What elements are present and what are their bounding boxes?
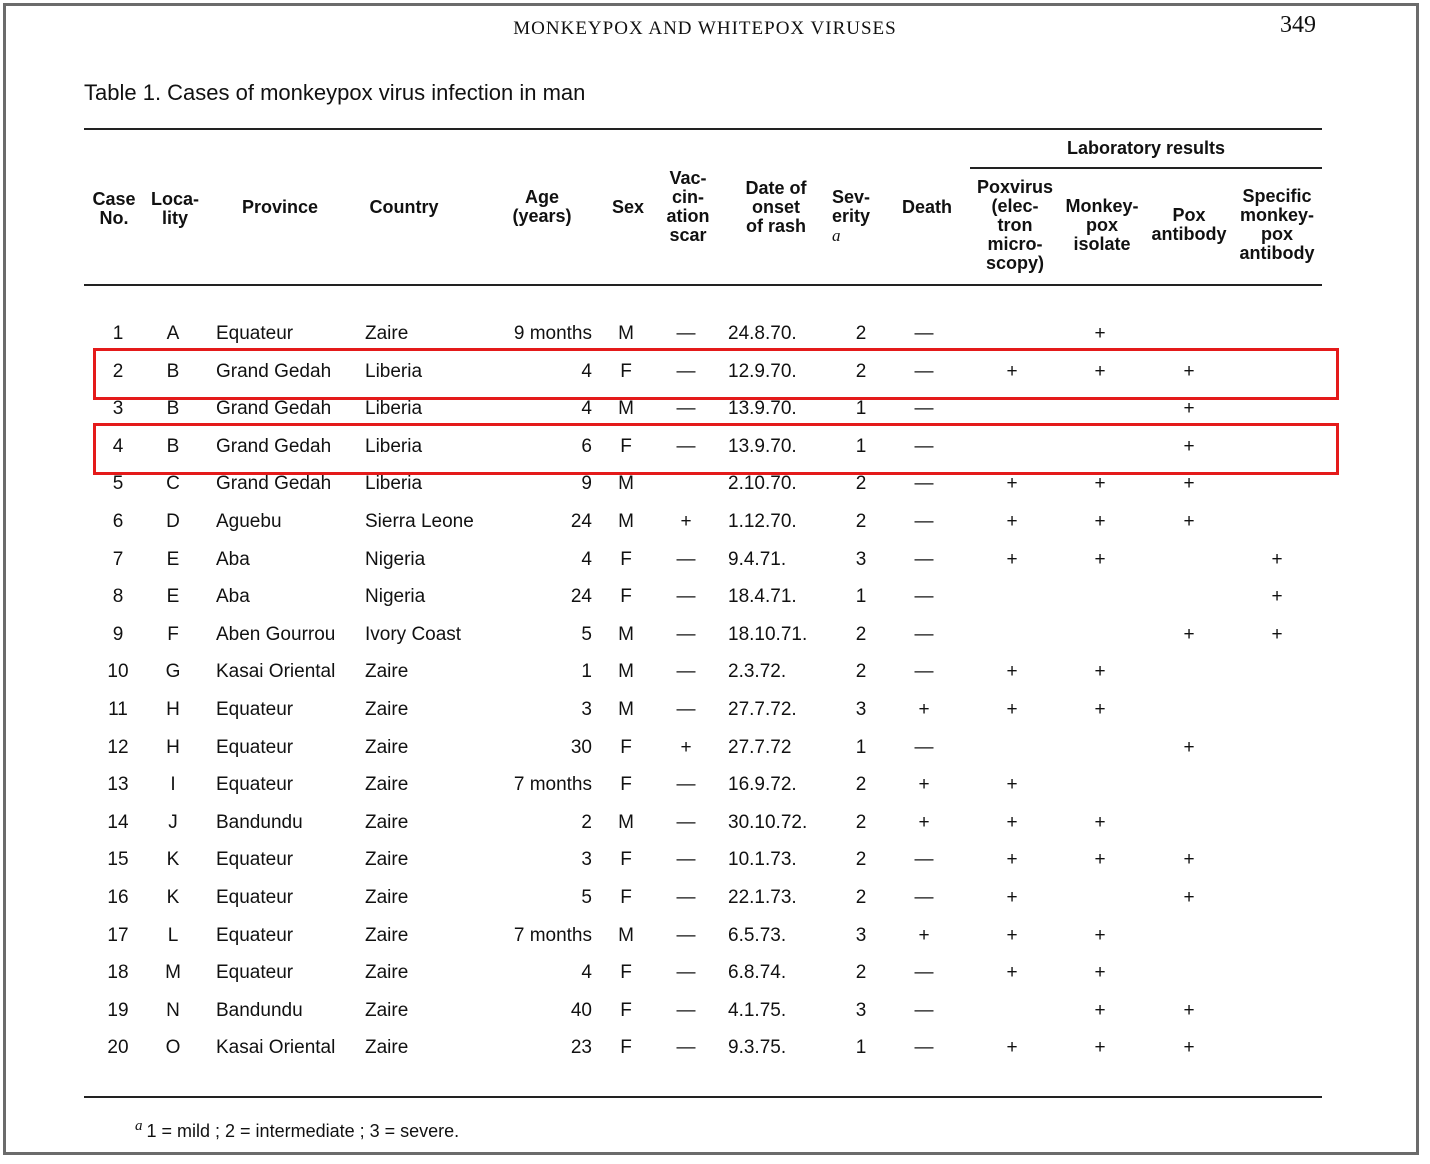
lab-results-group-title: Laboratory results: [1066, 138, 1226, 158]
cell-locality: E: [166, 549, 180, 570]
cell-date-of-onset: 2.10.70.: [728, 473, 797, 494]
cell-locality: O: [165, 1037, 181, 1058]
cell-province: Equateur: [216, 962, 294, 983]
cell-age: 3: [581, 699, 592, 720]
cell-vaccination-scar: —: [676, 962, 696, 983]
cell-age: 4: [581, 549, 592, 570]
cell-pox-antibody: +: [1183, 1000, 1195, 1021]
cell-date-of-onset: 9.3.75.: [728, 1037, 787, 1058]
cell-severity: 1: [855, 586, 867, 607]
cell-monkeypox-isolate: +: [1094, 699, 1106, 720]
cell-country: Zaire: [365, 925, 409, 946]
cell-severity: 2: [855, 887, 867, 908]
cell-locality: B: [166, 398, 180, 419]
cell-country: Zaire: [365, 1000, 409, 1021]
cell-date-of-onset: 13.9.70.: [728, 436, 797, 457]
cell-severity: 2: [855, 323, 867, 344]
cell-province: Grand Gedah: [216, 473, 332, 494]
cell-age: 4: [581, 962, 592, 983]
footnote: [135, 1118, 459, 1142]
cell-case-no: 4: [112, 436, 124, 457]
cell-monkeypox-isolate: +: [1094, 1000, 1106, 1021]
cell-vaccination-scar: —: [676, 887, 696, 908]
cell-death: +: [918, 774, 930, 795]
cell-severity: 3: [855, 699, 867, 720]
cell-vaccination-scar: —: [676, 323, 696, 344]
highlight-box: [93, 348, 1339, 400]
table-bottom-rule: [84, 1096, 1322, 1098]
cell-pox-antibody: +: [1183, 511, 1195, 532]
cell-pox-antibody: +: [1183, 737, 1195, 758]
cell-severity: 1: [855, 436, 867, 457]
header-monkeypox-isolate: Monkey- pox isolate: [1065, 196, 1139, 254]
header-poxvirus-electron-microscopy: Poxvirus (elec- tron micro- scopy): [976, 177, 1054, 273]
cell-country: Zaire: [365, 962, 409, 983]
cell-severity: 1: [855, 737, 867, 758]
cell-case-no: 5: [112, 473, 124, 494]
cell-death: —: [914, 436, 934, 457]
cell-locality: B: [166, 361, 180, 382]
cell-case-no: 18: [107, 962, 129, 983]
table-title: Table 1. Cases of monkeypox virus infection in man: [84, 80, 586, 105]
cell-case-no: 19: [107, 1000, 129, 1021]
cell-poxvirus-em: +: [1006, 925, 1018, 946]
cell-country: Zaire: [365, 699, 409, 720]
cell-pox-antibody: +: [1183, 887, 1195, 908]
cell-vaccination-scar: —: [676, 361, 696, 382]
cell-poxvirus-em: +: [1006, 661, 1018, 682]
cell-country: Zaire: [365, 661, 409, 682]
cell-severity: 2: [855, 511, 867, 532]
cell-date-of-onset: 13.9.70.: [728, 398, 797, 419]
cell-sex: F: [620, 586, 632, 607]
cell-severity: 2: [855, 849, 867, 870]
cell-country: Nigeria: [365, 549, 426, 570]
cell-poxvirus-em: +: [1006, 849, 1018, 870]
cell-poxvirus-em: +: [1006, 549, 1018, 570]
cell-country: Zaire: [365, 887, 409, 908]
cell-age: 2: [581, 812, 592, 833]
cell-country: Zaire: [365, 737, 409, 758]
cell-date-of-onset: 27.7.72.: [728, 699, 797, 720]
cell-sex: F: [620, 361, 632, 382]
cell-case-no: 13: [107, 774, 129, 795]
header-locality: Loca- lity: [150, 189, 199, 228]
header-sex: Sex: [611, 197, 645, 217]
cell-age: 3: [581, 849, 592, 870]
cell-age: 7 months: [513, 925, 592, 946]
cell-sex: M: [618, 699, 634, 720]
cell-case-no: 1: [112, 323, 124, 344]
cell-province: Kasai Oriental: [216, 1037, 336, 1058]
cell-monkeypox-isolate: +: [1094, 812, 1106, 833]
cell-locality: M: [165, 962, 181, 983]
cell-vaccination-scar: —: [676, 1000, 696, 1021]
cell-country: Zaire: [365, 1037, 409, 1058]
cell-locality: C: [166, 473, 180, 494]
cell-death: —: [914, 323, 934, 344]
cell-locality: H: [166, 737, 180, 758]
cell-case-no: 10: [107, 661, 129, 682]
cell-province: Bandundu: [216, 1000, 303, 1021]
cell-severity: 1: [855, 1037, 867, 1058]
severity-footnote-mark: a: [832, 226, 841, 245]
cell-age: 1: [581, 661, 592, 682]
cell-date-of-onset: 4.1.75.: [728, 1000, 787, 1021]
cell-death: —: [914, 962, 934, 983]
cell-death: —: [914, 1000, 934, 1021]
cell-sex: F: [620, 549, 632, 570]
cell-locality: G: [165, 661, 181, 682]
cell-country: Sierra Leone: [365, 511, 474, 532]
header-death: Death: [901, 197, 952, 217]
cell-sex: F: [620, 436, 632, 457]
cell-monkeypox-isolate: +: [1094, 361, 1106, 382]
cell-locality: B: [166, 436, 180, 457]
cell-death: +: [918, 699, 930, 720]
cell-sex: M: [618, 398, 634, 419]
cell-monkeypox-isolate: +: [1094, 661, 1106, 682]
cell-pox-antibody: +: [1183, 624, 1195, 645]
cell-severity: 1: [855, 398, 867, 419]
cell-locality: K: [166, 849, 180, 870]
cell-age: 5: [581, 624, 592, 645]
cell-date-of-onset: 10.1.73.: [728, 849, 797, 870]
cell-severity: 2: [855, 473, 867, 494]
cell-locality: N: [166, 1000, 180, 1021]
cell-poxvirus-em: +: [1006, 473, 1018, 494]
cell-sex: M: [618, 812, 634, 833]
cell-monkeypox-isolate: +: [1094, 511, 1106, 532]
cell-age: 30: [570, 737, 592, 758]
cell-poxvirus-em: +: [1006, 699, 1018, 720]
cell-poxvirus-em: +: [1006, 812, 1018, 833]
cell-vaccination-scar: —: [676, 398, 696, 419]
cell-poxvirus-em: +: [1006, 962, 1018, 983]
cell-date-of-onset: 30.10.72.: [728, 812, 808, 833]
cell-province: Aben Gourrou: [216, 624, 336, 645]
cell-vaccination-scar: —: [676, 586, 696, 607]
header-vaccination-scar: Vac- cin- ation scar: [666, 168, 710, 245]
cell-monkeypox-isolate: +: [1094, 962, 1106, 983]
cell-locality: I: [170, 774, 176, 795]
cell-country: Nigeria: [365, 586, 426, 607]
cell-province: Equateur: [216, 323, 294, 344]
cell-vaccination-scar: +: [680, 511, 692, 532]
header-province: Province: [241, 197, 319, 217]
cell-sex: F: [620, 774, 632, 795]
cell-death: —: [914, 473, 934, 494]
cell-age: 5: [581, 887, 592, 908]
cell-death: —: [914, 1037, 934, 1058]
cell-country: Zaire: [365, 849, 409, 870]
cell-death: —: [914, 586, 934, 607]
cell-case-no: 9: [112, 624, 124, 645]
cell-pox-antibody: +: [1183, 436, 1195, 457]
cell-vaccination-scar: —: [676, 624, 696, 645]
header-country: Country: [369, 197, 439, 217]
cell-case-no: 14: [107, 812, 129, 833]
cell-date-of-onset: 22.1.73.: [728, 887, 797, 908]
cell-pox-antibody: +: [1183, 849, 1195, 870]
cell-age: 4: [581, 398, 592, 419]
cell-country: Liberia: [365, 361, 423, 382]
cell-sex: F: [620, 1037, 632, 1058]
cell-locality: K: [166, 887, 180, 908]
header-bottom-rule: [84, 284, 1322, 286]
cell-locality: A: [166, 323, 180, 344]
cell-death: +: [918, 925, 930, 946]
cell-poxvirus-em: +: [1006, 1037, 1018, 1058]
cell-sex: M: [618, 925, 634, 946]
header-pox-antibody: Pox antibody: [1151, 205, 1227, 244]
cell-case-no: 20: [107, 1037, 129, 1058]
cell-age: 6: [581, 436, 592, 457]
cell-locality: D: [166, 511, 180, 532]
cell-date-of-onset: 12.9.70.: [728, 361, 797, 382]
cell-sex: M: [618, 473, 634, 494]
cell-sex: M: [618, 624, 634, 645]
cell-case-no: 12: [107, 737, 129, 758]
cell-death: —: [914, 887, 934, 908]
cell-pox-antibody: +: [1183, 361, 1195, 382]
cell-vaccination-scar: —: [676, 849, 696, 870]
cell-severity: 2: [855, 661, 867, 682]
header-severity: [832, 188, 880, 245]
cell-locality: J: [168, 812, 178, 833]
cell-province: Equateur: [216, 699, 294, 720]
cell-monkeypox-isolate: +: [1094, 473, 1106, 494]
cell-vaccination-scar: —: [676, 661, 696, 682]
cell-specific-antibody: +: [1271, 624, 1283, 645]
cell-case-no: 11: [108, 699, 128, 720]
cell-country: Zaire: [365, 812, 409, 833]
cell-vaccination-scar: —: [676, 812, 696, 833]
cell-case-no: 17: [107, 925, 129, 946]
cell-vaccination-scar: +: [680, 737, 692, 758]
header-specific-monkeypox-antibody: Specific monkey- pox antibody: [1239, 186, 1315, 263]
cell-date-of-onset: 24.8.70.: [728, 323, 797, 344]
cell-date-of-onset: 6.8.74.: [728, 962, 787, 983]
cell-province: Aguebu: [216, 511, 282, 532]
cell-severity: 2: [855, 812, 867, 833]
cell-severity: 3: [855, 925, 867, 946]
cell-case-no: 7: [112, 549, 124, 570]
cell-province: Kasai Oriental: [216, 661, 336, 682]
running-head: MONKEYPOX AND WHITEPOX VIRUSES: [513, 18, 897, 39]
cell-case-no: 3: [112, 398, 124, 419]
page-number: 349: [1280, 12, 1316, 38]
cell-sex: M: [618, 511, 634, 532]
cell-locality: F: [167, 624, 179, 645]
cell-age: 9 months: [513, 323, 592, 344]
cell-date-of-onset: 6.5.73.: [728, 925, 787, 946]
cell-monkeypox-isolate: +: [1094, 925, 1106, 946]
cell-severity: 2: [855, 774, 867, 795]
cell-sex: F: [620, 737, 632, 758]
cell-province: Grand Gedah: [216, 436, 332, 457]
cell-vaccination-scar: —: [676, 774, 696, 795]
cell-monkeypox-isolate: +: [1094, 549, 1106, 570]
highlight-box: [93, 423, 1339, 475]
cell-date-of-onset: 9.4.71.: [728, 549, 787, 570]
header-severity-label: Sev- erity: [832, 187, 871, 226]
cell-pox-antibody: +: [1183, 473, 1195, 494]
cell-sex: F: [620, 962, 632, 983]
cell-death: —: [914, 361, 934, 382]
cell-severity: 3: [855, 1000, 867, 1021]
cell-monkeypox-isolate: +: [1094, 323, 1106, 344]
cell-country: Liberia: [365, 398, 423, 419]
cell-date-of-onset: 16.9.72.: [728, 774, 797, 795]
cell-sex: F: [620, 849, 632, 870]
cell-severity: 2: [855, 624, 867, 645]
cell-severity: 2: [855, 361, 867, 382]
cell-locality: L: [167, 925, 179, 946]
cell-sex: F: [620, 1000, 632, 1021]
cell-country: Zaire: [365, 323, 409, 344]
cell-monkeypox-isolate: +: [1094, 849, 1106, 870]
cell-vaccination-scar: —: [676, 1037, 696, 1058]
cell-province: Equateur: [216, 849, 294, 870]
cell-age: 7 months: [513, 774, 592, 795]
footnote-mark: a: [135, 1118, 143, 1134]
cell-death: +: [918, 812, 930, 833]
cell-province: Equateur: [216, 887, 294, 908]
cell-country: Liberia: [365, 473, 423, 494]
footnote-text: 1 = mild ; 2 = intermediate ; 3 = severe.: [146, 1121, 460, 1141]
cell-province: Aba: [216, 549, 250, 570]
cell-province: Equateur: [216, 774, 294, 795]
cell-vaccination-scar: —: [676, 436, 696, 457]
cell-death: —: [914, 737, 934, 758]
cell-poxvirus-em: +: [1006, 774, 1018, 795]
cell-death: —: [914, 398, 934, 419]
cell-case-no: 16: [107, 887, 129, 908]
cell-country: Ivory Coast: [365, 624, 462, 645]
cell-province: Grand Gedah: [216, 361, 332, 382]
cell-case-no: 15: [107, 849, 129, 870]
cell-poxvirus-em: +: [1006, 511, 1018, 532]
cell-case-no: 2: [112, 361, 124, 382]
header-date-of-onset: Date of onset of rash: [745, 178, 807, 236]
cell-age: 24: [570, 586, 592, 607]
cell-sex: F: [620, 887, 632, 908]
cell-locality: E: [166, 586, 180, 607]
cell-severity: 3: [855, 549, 867, 570]
cell-poxvirus-em: +: [1006, 887, 1018, 908]
cell-vaccination-scar: —: [676, 925, 696, 946]
cell-age: 4: [581, 361, 592, 382]
cell-age: 24: [570, 511, 592, 532]
cell-case-no: 6: [112, 511, 124, 532]
cell-sex: M: [618, 323, 634, 344]
cell-death: —: [914, 849, 934, 870]
cell-specific-antibody: +: [1271, 549, 1283, 570]
cell-vaccination-scar: —: [676, 549, 696, 570]
cell-country: Liberia: [365, 436, 423, 457]
cell-case-no: 8: [112, 586, 124, 607]
cell-pox-antibody: +: [1183, 398, 1195, 419]
table-top-rule: [84, 128, 1322, 130]
lab-results-rule: [970, 167, 1322, 169]
cell-locality: H: [166, 699, 180, 720]
cell-province: Aba: [216, 586, 250, 607]
cell-province: Equateur: [216, 925, 294, 946]
cell-country: Zaire: [365, 774, 409, 795]
cell-death: —: [914, 511, 934, 532]
cell-poxvirus-em: +: [1006, 361, 1018, 382]
cell-province: Equateur: [216, 737, 294, 758]
cell-age: 9: [581, 473, 592, 494]
cell-date-of-onset: 27.7.72: [728, 737, 792, 758]
cell-pox-antibody: +: [1183, 1037, 1195, 1058]
cell-date-of-onset: 18.4.71.: [728, 586, 797, 607]
cell-province: Bandundu: [216, 812, 303, 833]
cell-death: —: [914, 549, 934, 570]
cell-vaccination-scar: —: [676, 699, 696, 720]
header-case-no: Case No.: [92, 189, 136, 228]
cell-severity: 2: [855, 962, 867, 983]
cell-sex: M: [618, 661, 634, 682]
cell-date-of-onset: 1.12.70.: [728, 511, 797, 532]
cell-death: —: [914, 661, 934, 682]
header-age: Age (years): [512, 187, 572, 226]
cell-specific-antibody: +: [1271, 586, 1283, 607]
cell-province: Grand Gedah: [216, 398, 332, 419]
cell-date-of-onset: 2.3.72.: [728, 661, 787, 682]
cell-age: 23: [570, 1037, 592, 1058]
cell-monkeypox-isolate: +: [1094, 1037, 1106, 1058]
cell-age: 40: [570, 1000, 592, 1021]
cell-death: —: [914, 624, 934, 645]
cell-date-of-onset: 18.10.71.: [728, 624, 808, 645]
